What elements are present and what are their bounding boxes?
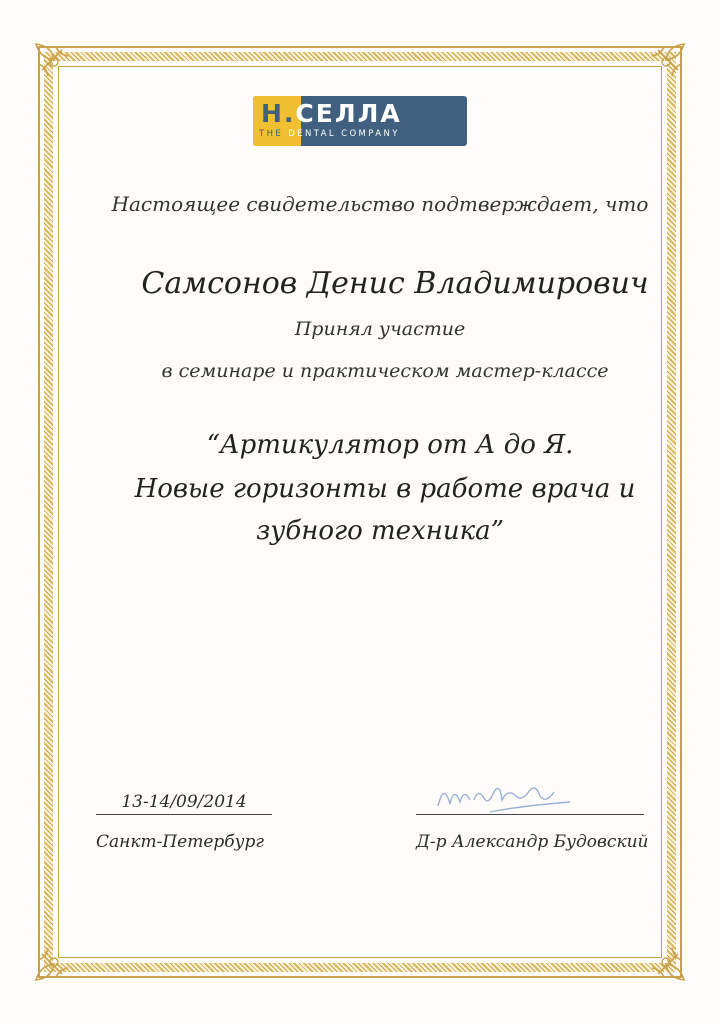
logo-wordmark [261, 99, 402, 128]
corner-ornament-icon [642, 938, 688, 984]
logo-tagline-rest: DENTAL COMPANY [288, 129, 400, 139]
company-logo [253, 96, 467, 146]
signer-name: Д-р Александр Будовский [416, 832, 649, 852]
corner-ornament-icon [642, 40, 688, 86]
course-title-line-3: зубного техника” [256, 516, 504, 546]
logo-tagline-the: THE [259, 129, 284, 139]
certificate-intro: Настоящее свидетельство подтверждает, что [111, 192, 649, 216]
recipient-name: Самсонов Денис Владимирович [141, 266, 649, 301]
course-title-line-2: Новые горизонты в работе врача и [134, 474, 636, 504]
event-date: 13-14/09/2014 [121, 792, 247, 812]
logo-prefix: Н. [261, 99, 296, 128]
signature-underline [416, 814, 644, 815]
participation-text: Принял участие [294, 318, 466, 340]
corner-ornament-icon [32, 938, 78, 984]
course-title-line-1: “Артикулятор от А до Я. [206, 430, 574, 460]
seminar-text: в семинаре и практическом мастер-классе [161, 360, 609, 382]
logo-tagline [259, 129, 400, 139]
corner-ornament-icon [32, 40, 78, 86]
logo-brand: СЕЛЛА [295, 99, 402, 128]
date-underline [96, 814, 272, 815]
event-city: Санкт-Петербург [96, 832, 265, 852]
